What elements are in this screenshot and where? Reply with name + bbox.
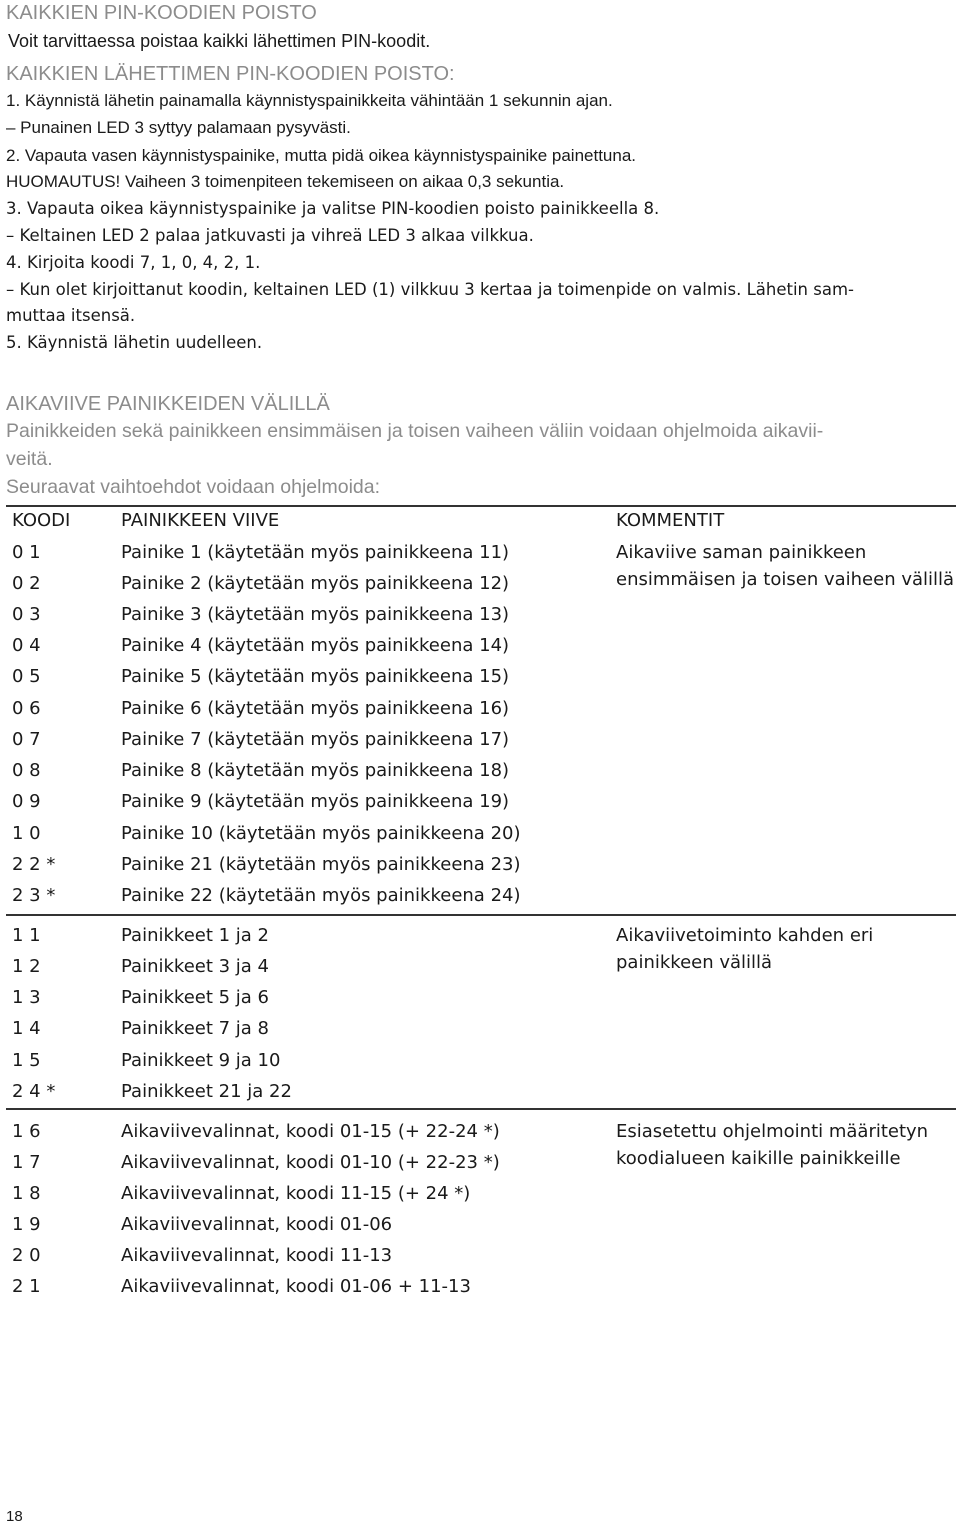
page-number: 18 <box>6 1508 23 1525</box>
table-cell-delay: Aikaviivevalinnat, koodi 11-13 <box>121 1245 393 1266</box>
table-cell-code: 2 4 * <box>12 1081 56 1102</box>
table-cell-code: 1 2 <box>12 956 41 977</box>
table-cell-delay: Painikkeet 7 ja 8 <box>121 1018 269 1039</box>
table-cell-delay: Aikaviivevalinnat, koodi 01-10 (+ 22-23 *) <box>121 1152 500 1173</box>
table-cell-code: 1 9 <box>12 1214 41 1235</box>
table-cell-delay: Aikaviivevalinnat, koodi 01-06 + 11-13 <box>121 1276 471 1297</box>
table-cell-comment: Esiasetettu ohjelmointi määritetyn <box>616 1121 929 1142</box>
instruction-line: 5. Käynnistä lähetin uudelleen. <box>6 333 263 352</box>
table-cell-delay: Aikaviivevalinnat, koodi 11-15 (+ 24 *) <box>121 1183 471 1204</box>
table-cell-delay: Painike 10 (käytetään myös painikkeena 20) <box>121 823 521 844</box>
instruction-line: – Punainen LED 3 syttyy palamaan pysyvästi. <box>6 118 351 137</box>
table-cell-code: 1 3 <box>12 987 41 1008</box>
table-cell-comment: koodialueen kaikille painikkeille <box>616 1148 901 1169</box>
table-cell-delay: Aikaviivevalinnat, koodi 01-15 (+ 22-24 *) <box>121 1121 500 1142</box>
table-cell-comment: ensimmäisen ja toisen vaiheen välillä <box>616 569 955 590</box>
section-intro-line: Painikkeiden sekä painikkeen ensimmäisen ja toisen vaiheen väliin voidaan ohjelmoida aikavii- <box>6 420 824 442</box>
instruction-line: 4. Kirjoita koodi 7, 1, 0, 4, 2, 1. <box>6 253 261 272</box>
instruction-note: HUOMAUTUS! Vaiheen 3 toimenpiteen tekemiseen on aikaa 0,3 sekuntia. <box>6 172 565 191</box>
table-cell-code: 2 0 <box>12 1245 41 1266</box>
table-cell-code: 0 3 <box>12 604 41 625</box>
table-top-rule <box>6 505 956 507</box>
table-header-comments: KOMMENTIT <box>616 510 725 531</box>
table-cell-delay: Painike 5 (käytetään myös painikkeena 15) <box>121 666 510 687</box>
table-cell-delay: Painike 7 (käytetään myös painikkeena 17) <box>121 729 510 750</box>
section-intro-line: Seuraavat vaihtoehdot voidaan ohjelmoida: <box>6 476 381 498</box>
table-cell-delay: Aikaviivevalinnat, koodi 01-06 <box>121 1214 393 1235</box>
section-heading-pin-removal: KAIKKIEN PIN-KOODIEN POISTO <box>6 2 317 24</box>
table-cell-code: 2 3 * <box>12 885 56 906</box>
instruction-line: 3. Vapauta oikea käynnistyspainike ja valitse PIN-koodien poisto painikkeella 8. <box>6 199 660 218</box>
table-cell-code: 2 2 * <box>12 854 56 875</box>
table-cell-code: 1 4 <box>12 1018 41 1039</box>
table-cell-comment: Aikaviivetoiminto kahden eri <box>616 925 874 946</box>
table-header-delay: PAINIKKEEN VIIVE <box>121 510 280 531</box>
table-cell-delay: Painikkeet 9 ja 10 <box>121 1050 281 1071</box>
table-group-rule <box>6 1108 956 1110</box>
table-cell-code: 1 7 <box>12 1152 41 1173</box>
table-cell-code: 1 5 <box>12 1050 41 1071</box>
table-cell-delay: Painike 4 (käytetään myös painikkeena 14) <box>121 635 510 656</box>
table-cell-comment: painikkeen välillä <box>616 952 773 973</box>
table-cell-delay: Painikkeet 1 ja 2 <box>121 925 269 946</box>
table-cell-delay: Painike 1 (käytetään myös painikkeena 11) <box>121 542 510 563</box>
table-cell-code: 0 8 <box>12 760 41 781</box>
instruction-line: muttaa itsensä. <box>6 306 136 325</box>
section-intro-line: veitä. <box>6 448 53 470</box>
table-cell-delay: Painikkeet 5 ja 6 <box>121 987 269 1008</box>
instruction-line: – Keltainen LED 2 palaa jatkuvasti ja vihreä LED 3 alkaa vilkkua. <box>6 226 534 245</box>
table-cell-code: 1 6 <box>12 1121 41 1142</box>
table-cell-code: 0 4 <box>12 635 41 656</box>
table-cell-code: 0 2 <box>12 573 41 594</box>
table-cell-code: 0 6 <box>12 698 41 719</box>
table-cell-delay: Painike 6 (käytetään myös painikkeena 16) <box>121 698 510 719</box>
table-cell-code: 0 9 <box>12 791 41 812</box>
table-cell-delay: Painike 3 (käytetään myös painikkeena 13) <box>121 604 510 625</box>
table-cell-code: 1 1 <box>12 925 41 946</box>
table-cell-comment: Aikaviive saman painikkeen <box>616 542 867 563</box>
subheading-pin-removal: KAIKKIEN LÄHETTIMEN PIN-KOODIEN POISTO: <box>6 63 455 85</box>
table-cell-code: 1 8 <box>12 1183 41 1204</box>
section-intro: Voit tarvittaessa poistaa kaikki lähettimen PIN-koodit. <box>8 31 431 51</box>
table-cell-code: 0 5 <box>12 666 41 687</box>
table-header-code: KOODI <box>12 510 71 531</box>
table-cell-code: 0 7 <box>12 729 41 750</box>
table-cell-delay: Painikkeet 3 ja 4 <box>121 956 269 977</box>
instruction-line: 1. Käynnistä lähetin painamalla käynnistyspainikkeita vähintään 1 sekunnin ajan. <box>6 91 613 110</box>
table-cell-delay: Painike 9 (käytetään myös painikkeena 19) <box>121 791 510 812</box>
table-cell-code: 2 1 <box>12 1276 41 1297</box>
table-cell-delay: Painikkeet 21 ja 22 <box>121 1081 292 1102</box>
section-heading-delay: AIKAVIIVE PAINIKKEIDEN VÄLILLÄ <box>6 393 330 415</box>
table-cell-code: 0 1 <box>12 542 41 563</box>
table-cell-delay: Painike 2 (käytetään myös painikkeena 12) <box>121 573 510 594</box>
table-cell-delay: Painike 21 (käytetään myös painikkeena 23) <box>121 854 521 875</box>
instruction-line: – Kun olet kirjoittanut koodin, keltainen LED (1) vilkkuu 3 kertaa ja toimenpide on valmis. Lähetin sam- <box>6 280 854 299</box>
table-group-rule <box>6 914 956 916</box>
table-cell-code: 1 0 <box>12 823 41 844</box>
table-cell-delay: Painike 8 (käytetään myös painikkeena 18) <box>121 760 510 781</box>
instruction-line: 2. Vapauta vasen käynnistyspainike, mutta pidä oikea käynnistyspainike painettuna. <box>6 146 637 165</box>
table-cell-delay: Painike 22 (käytetään myös painikkeena 24) <box>121 885 521 906</box>
